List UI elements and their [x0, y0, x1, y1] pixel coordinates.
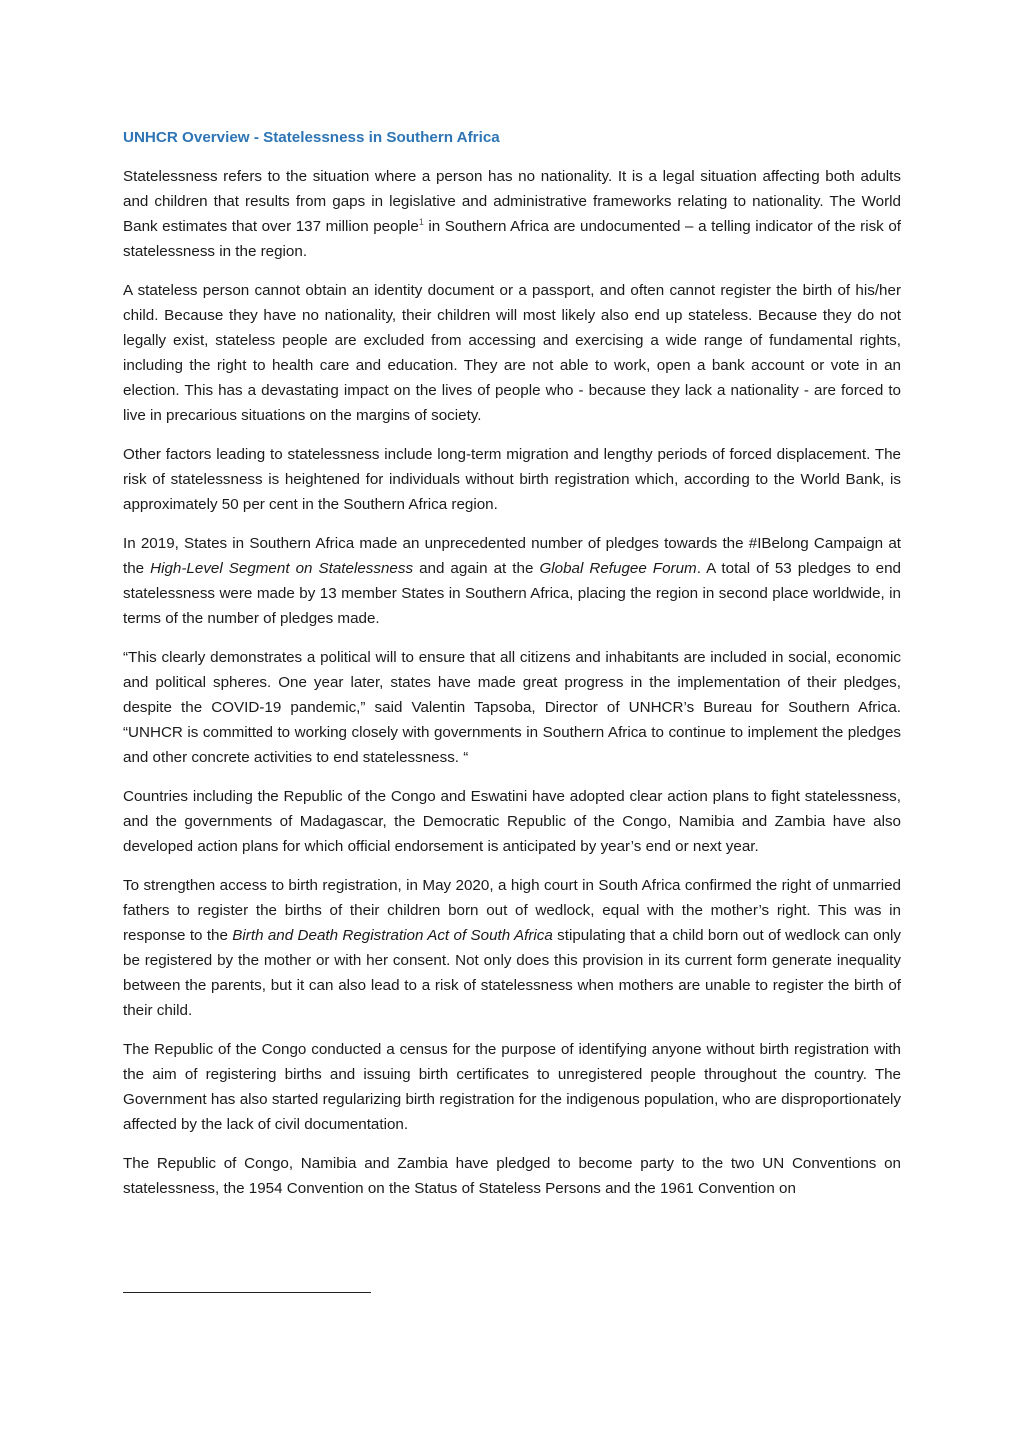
- document-page: [123, 125, 901, 1215]
- paragraph-pledges-text-b: and again at the: [413, 560, 540, 577]
- paragraph-action-plans: Countries including the Republic of the Congo and Eswatini have adopted clear action plans to fight statelessness, and the governments of Madagascar, the Democratic Republic of the Congo, Namibia and Zambia have also developed action plans for which official endorsement is anticipated by year’s end or next year.: [123, 788, 901, 855]
- paragraph-definition-text-a: Statelessness refers to the situation where a person has no nationality. It is a legal situation affecting both adults and children that results from gaps in legislative and administrative frameworks relating to nationality. The World Bank estimates that over 137 million people: [123, 168, 901, 235]
- paragraph-pledges: [123, 531, 901, 631]
- global-refugee-forum-italic: Global Refugee Forum: [539, 560, 697, 577]
- document-title: UNHCR Overview - Statelessness in Southern Africa: [123, 129, 500, 146]
- paragraph-other-factors: Other factors leading to statelessness include long-term migration and lengthy periods of forced displacement. The risk of statelessness is heightened for individuals without birth registration which, according to the World Bank, is approximately 50 per cent in the Southern Africa region.: [123, 446, 901, 513]
- paragraph-definition-text-b: in Southern Africa are undocumented – a telling indicator of the risk of statelessness in the region.: [123, 218, 902, 260]
- high-level-segment-italic: High-Level Segment on Statelessness: [150, 560, 414, 577]
- paragraph-birth-registration: [123, 873, 901, 1023]
- paragraph-stateless-person: A stateless person cannot obtain an identity document or a passport, and often cannot register the birth of his/her child. Because they have no nationality, their children will most likely also end up stateless. Because they do not legally exist, stateless people are excluded from accessing and exercising a wide range of fundamental rights, including the right to health care and education. They are not able to work, open a bank account or vote in an election. This has a devastating impact on the lives of people who - because they lack a nationality - are forced to live in precarious situations on the margins of society.: [123, 282, 901, 424]
- footnote-reference[interactable]: 1: [418, 216, 424, 227]
- paragraph-congo-census: The Republic of the Congo conducted a census for the purpose of identifying anyone without birth registration with the aim of registering births and issuing birth certificates to unregistered people throughout the country. The Government has also started regularizing birth registration for the indigenous population, who are disproportionately affected by the lack of civil documentation.: [123, 1041, 901, 1133]
- birth-death-act-italic: Birth and Death Registration Act of South Africa: [232, 927, 553, 944]
- paragraph-quote: “This clearly demonstrates a political will to ensure that all citizens and inhabitants are included in social, economic and political spheres. One year later, states have made great progress in the implementation of their pledges, despite the COVID-19 pandemic,” said Valentin Tapsoba, Director of UNHCR’s Bureau for Southern Africa. “UNHCR is committed to working closely with governments in Southern Africa to continue to implement the pledges and other concrete activities to end statelessness. “: [123, 649, 901, 766]
- paragraph-birth-registration-text-b: stipulating that a child born out of wedlock can only be registered by the mother or with her consent. Not only does this provision in its current form generate inequality between the parents, but it can also lead to a risk of statelessness when mothers are unable to register the birth of their child.: [123, 927, 901, 1019]
- paragraph-definition: [123, 164, 901, 264]
- paragraph-birth-registration-text-a: To strengthen access to birth registration, in May 2020, a high court in South Africa confirmed the right of unmarried fathers to register the births of their children born out of wedlock, equal with the mother’s right. This was in response to the: [123, 877, 901, 944]
- paragraph-conventions: The Republic of Congo, Namibia and Zambia have pledged to become party to the two UN Conventions on statelessness, the 1954 Convention on the Status of Stateless Persons and the 1961 Convention on: [123, 1155, 901, 1197]
- paragraph-pledges-text-c: . A total of 53 pledges to end statelessness were made by 13 member States in Southern Africa, placing the region in second place worldwide, in terms of the number of pledges made.: [123, 560, 901, 627]
- paragraph-pledges-text-a: In 2019, States in Southern Africa made an unprecedented number of pledges towards the #IBelong Campaign at the: [123, 535, 901, 577]
- footnote-separator: [123, 1292, 371, 1293]
